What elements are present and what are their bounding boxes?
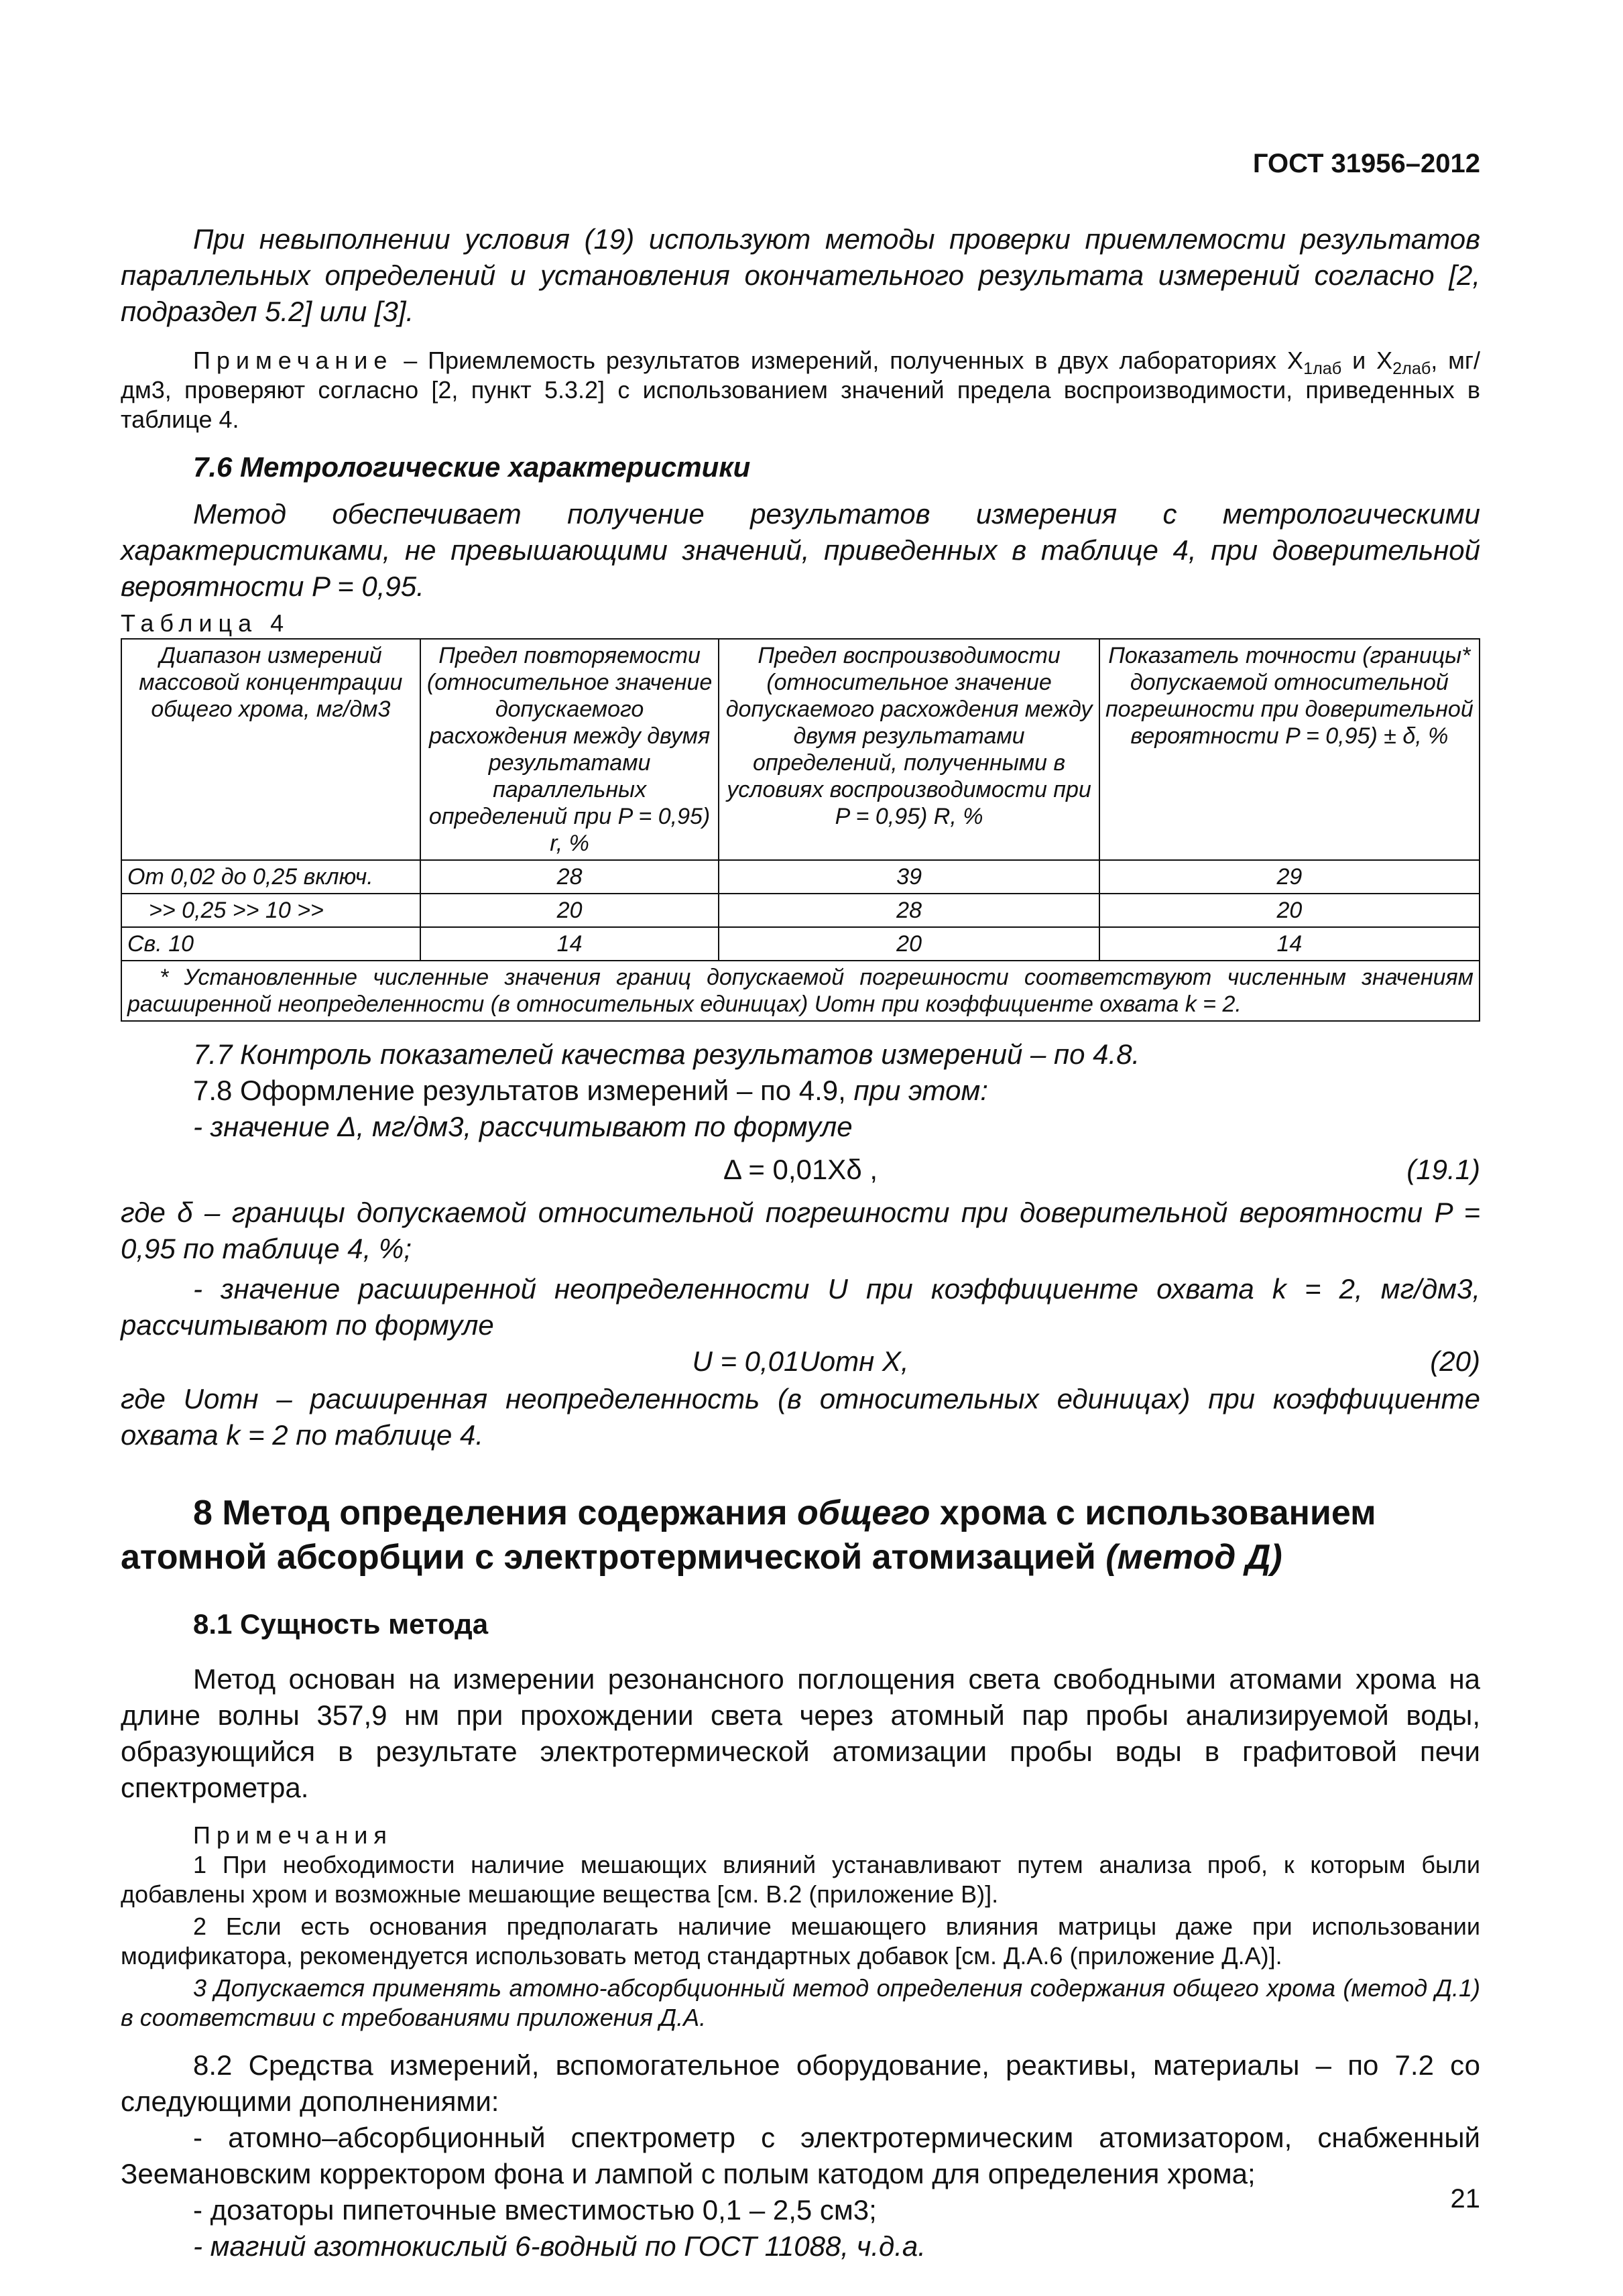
formula-19-1 bbox=[121, 1152, 1480, 1189]
section-7-7: 7.7 Контроль показателей качества результатов измерений – по 4.8. bbox=[193, 1038, 1140, 1070]
paragraph-acceptability: При невыполнении условия (19) используют методы проверки приемлемости результатов параллельных определений и установления окончательного результата измерений согласно [2, подраздел 5.2] или [3]. bbox=[121, 223, 1480, 327]
equipment-item-spectrometer: - атомно–абсорбционный спектрометр с электротермическим атомизатором, снабженный Зеемановским корректором фона и лампой с полым катодом для определения хрома; bbox=[121, 2122, 1480, 2189]
formula-19-1-number: (19.1) bbox=[1406, 1154, 1480, 1185]
table-cell: 20 bbox=[1099, 894, 1480, 927]
table-header-row bbox=[121, 639, 1480, 860]
section-7-6-title: 7.6 Метрологические характеристики bbox=[193, 451, 751, 483]
note-2: 2 Если есть основания предполагать наличие мешающего влияния матрицы даже при использовании модификатора, рекомендуется использовать метод стандартных добавок [см. Д.А.6 (приложение Д.А)]. bbox=[121, 1913, 1480, 1970]
table-cell: 14 bbox=[1099, 927, 1480, 961]
page-content bbox=[121, 221, 1480, 2264]
section-8-1-paragraph: Метод основан на измерении резонансного поглощения света свободными атомами хрома на длине волны 357,9 нм при прохождении света через атомный пар пробы анализируемой воды, образующийся в результате электротермической атомизации пробы воды в графитовой печи спектрометра. bbox=[121, 1663, 1480, 1803]
table-cell: Св. 10 bbox=[121, 927, 420, 961]
table-header-cell: Диапазон измерений массовой концентрации общего хрома, мг/дм3 bbox=[121, 639, 420, 860]
section-8-2-paragraph: 8.2 Средства измерений, вспомогательное оборудование, реактивы, материалы – по 7.2 со следующими дополнениями: bbox=[121, 2049, 1480, 2117]
formula-20-number: (20) bbox=[1430, 1345, 1480, 1377]
table-cell: 39 bbox=[719, 860, 1099, 894]
section-7-6-paragraph: Метод обеспечивает получение результатов измерения с метрологическими характеристиками, не превышающими значений, приведенных в таблице 4, при доверительной вероятности P = 0,95. bbox=[121, 498, 1480, 602]
table-caption: Таблица 4 bbox=[121, 609, 290, 637]
equipment-item-magnesium: - магний азотнокислый 6-водный по ГОСТ 11088, ч.д.а. bbox=[193, 2230, 926, 2262]
table-cell: От 0,02 до 0,25 включ. bbox=[121, 860, 420, 894]
formula-19-1-where: где δ – границы допускаемой относительной погрешности при доверительной вероятности P = 0,95 по таблице 4, %; bbox=[121, 1197, 1480, 1264]
table-row bbox=[121, 860, 1480, 894]
section-8-1-title: 8.1 Сущность метода bbox=[193, 1608, 489, 1640]
formula-19-1-expression: Δ = 0,01Xδ , bbox=[723, 1154, 878, 1185]
table-row bbox=[121, 927, 1480, 961]
table-footnote: * Установленные численные значения границ допускаемой погрешности соответствуют численным значениям расширенной неопределенности (в относительных единицах) Uотн при коэффициенте охвата k = 2. bbox=[121, 961, 1480, 1021]
table-row bbox=[121, 894, 1480, 927]
note-acceptability: Примечание – Приемлемость результатов измерений, полученных в двух лабораториях $X_{1лаб}$ и $X_{2лаб}$, мг/дм3, проверяют согласно [2, пункт 5.3.2] с использованием значений предела воспроизводимости, приведенных в таблице 4. bbox=[121, 347, 1481, 433]
formula-20-expression: U = 0,01Uотн X, bbox=[692, 1345, 909, 1377]
table-cell: 20 bbox=[719, 927, 1099, 961]
table-cell: 28 bbox=[420, 860, 719, 894]
section-7-8: 7.8 Оформление результатов измерений – по 4.9, при этом: bbox=[193, 1075, 988, 1106]
document-header-id: ГОСТ 31956–2012 bbox=[1252, 149, 1480, 178]
note-1: 1 При необходимости наличие мешающих влияний устанавливают путем анализа проб, к которым были добавлены хром и возможные мешающие вещества [см. В.2 (приложение В)]. bbox=[121, 1851, 1480, 1908]
table-cell: >> 0,25 >> 10 >> bbox=[121, 894, 420, 927]
table-cell: 14 bbox=[420, 927, 719, 961]
table-cell: 28 bbox=[719, 894, 1099, 927]
section-7-8-delta-line: - значение Δ, мг/дм3, рассчитывают по формуле bbox=[193, 1111, 853, 1142]
table-cell: 29 bbox=[1099, 860, 1480, 894]
section-7-8-uncertainty-line: - значение расширенной неопределенности U при коэффициенте охвата k = 2, мг/дм3, рассчитывают по формуле bbox=[121, 1273, 1480, 1341]
notes-label: Примечания bbox=[193, 1821, 393, 1849]
table-header-cell: Показатель точности (границы* допускаемой относительной погрешности при доверительной вероятности P = 0,95) ± δ, % bbox=[1099, 639, 1480, 860]
equipment-item-dispensers: - дозаторы пипеточные вместимостью 0,1 – 2,5 см3; bbox=[193, 2194, 877, 2226]
metrology-table bbox=[121, 638, 1480, 1022]
table-header-cell: Предел воспроизводимости (относительное значение допускаемого расхождения между двумя результатами определений, полученными в условиях воспроизводимости при P = 0,95) R, % bbox=[719, 639, 1099, 860]
table-cell: 20 bbox=[420, 894, 719, 927]
table-footnote-row bbox=[121, 961, 1480, 1021]
section-8-heading: 8 Метод определения содержания общего хрома с использованием атомной абсорбции с электротермической атомизацией (метод Д) bbox=[121, 1494, 1376, 1577]
page-number: 21 bbox=[1450, 2184, 1480, 2214]
table-header-cell: Предел повторяемости (относительное значение допускаемого расхождения между двумя результатами параллельных определений при P = 0,95) r, % bbox=[420, 639, 719, 860]
note-3: 3 Допускается применять атомно-абсорбционный метод определения содержания общего хрома (метод Д.1) в соответствии с требованиями приложения Д.А. bbox=[121, 1974, 1480, 2031]
formula-20-where: где Uотн – расширенная неопределенность (в относительных единицах) при коэффициенте охвата k = 2 по таблице 4. bbox=[121, 1383, 1480, 1451]
formula-20 bbox=[121, 1343, 1480, 1381]
note-label: Примечание bbox=[193, 347, 394, 374]
